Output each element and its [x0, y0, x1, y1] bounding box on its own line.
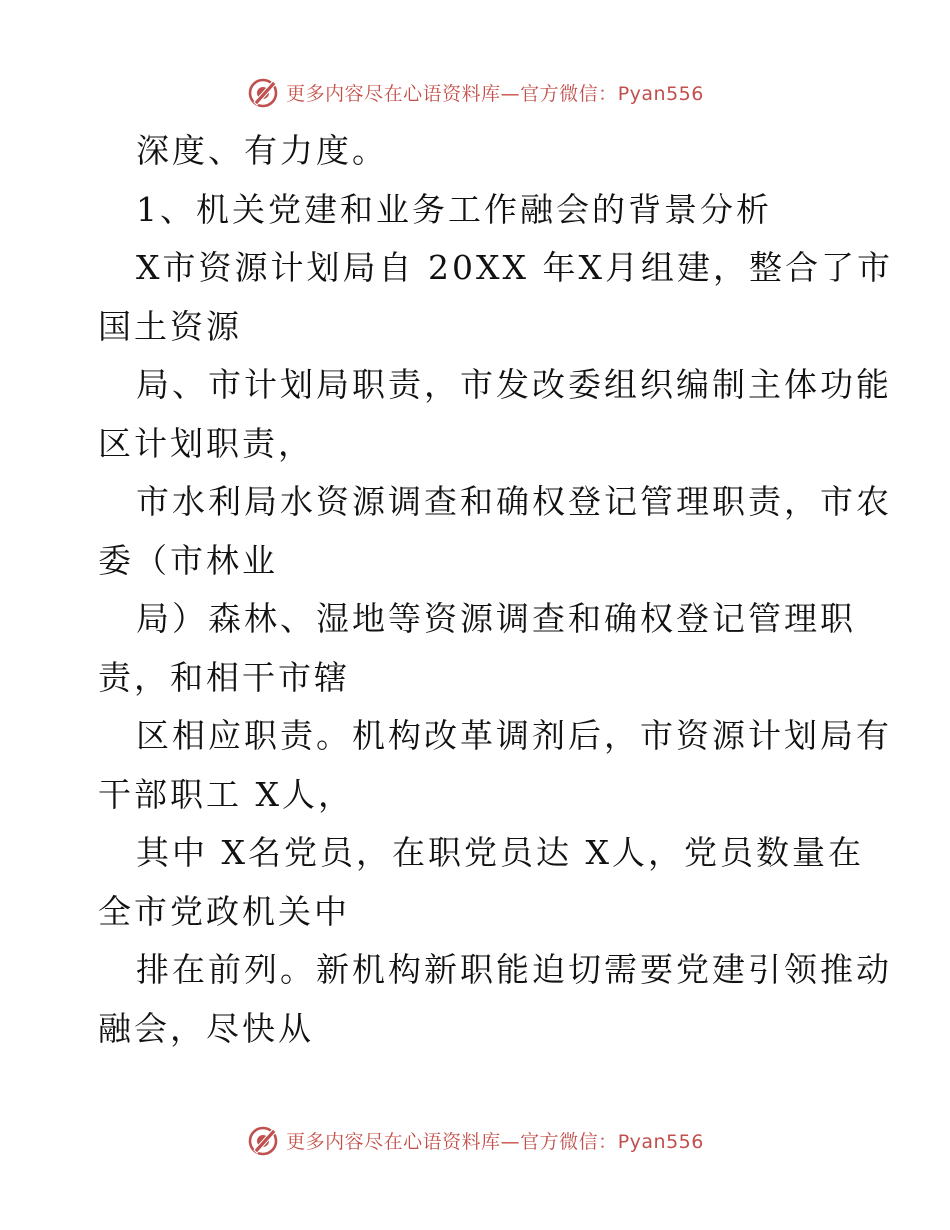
text-line: 融会，尽快从 — [98, 1008, 314, 1048]
text-line: 区相应职责。机构改革调剂后，市资源计划局有 — [136, 716, 892, 755]
watermark-wechat-id: Pyan556 — [617, 82, 704, 105]
watermark-wechat-label: 官方微信： — [520, 82, 618, 105]
text-line: 排在前列。新机构新职能迫切需要党建引领推动 — [136, 950, 892, 989]
pen-circle-logo-icon — [246, 75, 280, 109]
watermark-wechat-label: 官方微信： — [520, 1130, 618, 1153]
text-line: 局、市计划局职责，市发改委组织编制主体功能 — [136, 365, 892, 404]
watermark-footer — [0, 1120, 950, 1160]
pen-circle-logo-icon — [246, 1123, 280, 1157]
text-line: 责，和相干市辖 — [98, 657, 350, 697]
watermark-separator: — — [500, 1130, 521, 1153]
watermark-separator: — — [500, 82, 521, 105]
text-line: 干部职工 X人， — [98, 774, 354, 814]
text-line: 深度、有力度。 — [136, 131, 388, 170]
watermark-text — [286, 1127, 704, 1154]
text-line: 国土资源 — [98, 306, 242, 346]
text-line: 区计划职责， — [98, 423, 314, 463]
section-heading: 1、机关党建和业务工作融会的背景分析 — [136, 189, 772, 229]
text-line: 市水利局水资源调查和确权登记管理职责，市农 — [136, 482, 892, 521]
text-line: 全市党政机关中 — [98, 891, 350, 931]
text-line: 局）森林、湿地等资源调查和确权登记管理职 — [136, 599, 856, 638]
text-line: X市资源计划局自 20XX 年X月组建，整合了市 — [136, 248, 893, 287]
watermark-label: 更多内容尽在心语资料库 — [286, 82, 501, 105]
watermark-label: 更多内容尽在心语资料库 — [286, 1130, 501, 1153]
watermark-wechat-id: Pyan556 — [617, 1130, 704, 1153]
watermark-header — [0, 72, 950, 112]
text-line: 其中 X名党员，在职党员达 X人，党员数量在 — [136, 833, 864, 872]
document-body — [98, 122, 893, 1058]
watermark-text — [286, 79, 704, 106]
text-line: 委（市林业 — [98, 540, 278, 580]
